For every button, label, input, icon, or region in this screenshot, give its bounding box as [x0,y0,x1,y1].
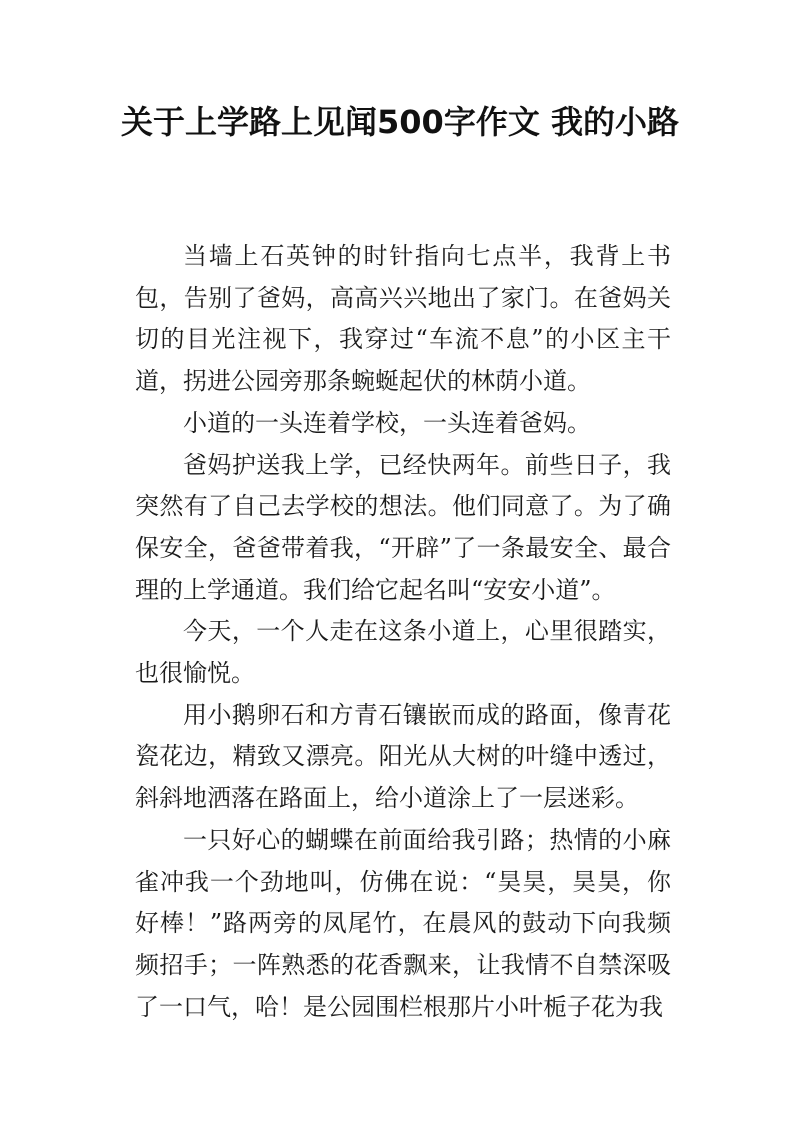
document-title: 关于上学路上见闻500字作文 我的小路 [121,103,679,141]
paragraph-5: 用小鹅卵石和方青石镶嵌而成的路面，像青花瓷花边，精致又漂亮。阳光从大树的叶缝中透过，斜斜地洒落在路面上，给小道涂上了一层迷彩。 [135,700,671,813]
paragraph-2: 小道的一头连着学校，一头连着爸妈。 [183,408,591,437]
paragraph-4: 今天，一个人走在这条小道上，心里很踏实，也很愉悦。 [135,617,671,688]
paragraph-6: 一只好心的蝴蝶在前面给我引路；热情的小麻雀冲我一个劲地叫，仿佛在说：“昊昊，昊昊，你好棒！”路两旁的凤尾竹，在晨风的鼓动下向我频频招手；一阵熟悉的花香飘来，让我情不自禁深吸了一口气，哈！是公园围栏根那片小叶栀子花为我 [135,825,671,1021]
paragraph-1: 当墙上石英钟的时针指向七点半，我背上书包，告别了爸妈，高高兴兴地出了家门。在爸妈关切的目光注视下，我穿过“车流不息”的小区主干道，拐进公园旁那条蜿蜒起伏的林荫小道。 [135,242,671,396]
paragraph-3: 爸妈护送我上学，已经快两年。前些日子，我突然有了自己去学校的想法。他们同意了。为了确保安全，爸爸带着我，“开辟”了一条最安全、最合理的上学通道。我们给它起名叫“安安小道”。 [135,450,671,604]
article-body [135,236,671,1028]
